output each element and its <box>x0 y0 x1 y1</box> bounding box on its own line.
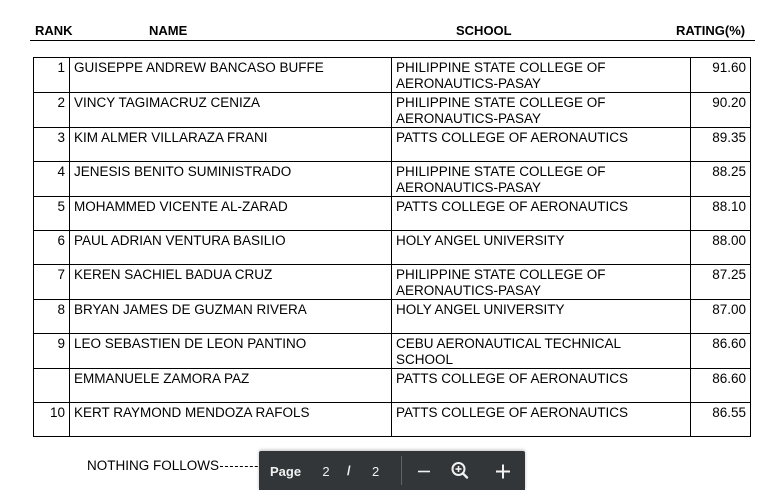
school-cell <box>392 369 691 403</box>
school-line: AERONAUTICS-PASAY <box>396 180 542 195</box>
rating-cell: 86.60 <box>691 334 751 369</box>
rank-cell: 7 <box>34 265 70 300</box>
school-line: HOLY ANGEL UNIVERSITY <box>396 233 565 248</box>
total-pages: 2 <box>372 464 380 479</box>
rating-cell: 88.00 <box>691 231 751 265</box>
school-cell <box>392 334 691 369</box>
minus-icon <box>409 456 439 486</box>
name-cell: LEO SEBASTIEN DE LEON PANTINO <box>70 334 392 369</box>
header-rank: RANK <box>35 23 73 38</box>
school-line: CEBU AERONAUTICAL TECHNICAL <box>396 336 622 351</box>
table-row <box>34 58 751 93</box>
page-separator: / <box>347 463 351 478</box>
school-cell <box>392 300 691 334</box>
school-line: SCHOOL <box>396 352 454 367</box>
rating-cell: 88.25 <box>691 162 751 197</box>
school-line: PATTS COLLEGE OF AERONAUTICS <box>396 405 629 420</box>
table-row <box>34 162 751 197</box>
rating-cell: 88.10 <box>691 197 751 231</box>
school-line: PATTS COLLEGE OF AERONAUTICS <box>396 130 629 145</box>
rating-cell: 87.00 <box>691 300 751 334</box>
school-cell <box>392 162 691 197</box>
rank-cell: 3 <box>34 128 70 162</box>
zoom-out-button[interactable] <box>409 456 439 486</box>
school-cell <box>392 128 691 162</box>
school-line: PHILIPPINE STATE COLLEGE OF <box>396 95 606 110</box>
table-row <box>34 300 751 334</box>
current-page-input[interactable]: 2 <box>322 464 330 479</box>
plus-icon <box>488 456 518 486</box>
toolbar-divider <box>401 456 402 485</box>
rank-cell <box>34 369 70 403</box>
zoom-in-button[interactable] <box>488 456 518 486</box>
rank-cell: 4 <box>34 162 70 197</box>
rank-cell: 2 <box>34 93 70 128</box>
name-cell: KIM ALMER VILLARAZA FRANI <box>70 128 392 162</box>
rank-cell: 1 <box>34 58 70 93</box>
name-cell: VINCY TAGIMACRUZ CENIZA <box>70 93 392 128</box>
table-row <box>34 369 751 403</box>
pdf-page-toolbar <box>259 451 525 490</box>
school-cell <box>392 93 691 128</box>
page-label: Page <box>270 464 302 479</box>
school-line: HOLY ANGEL UNIVERSITY <box>396 302 565 317</box>
school-line: PHILIPPINE STATE COLLEGE OF <box>396 60 606 75</box>
rank-cell: 10 <box>34 403 70 437</box>
table-row <box>34 265 751 300</box>
name-cell: GUISEPPE ANDREW BANCASO BUFFE <box>70 58 392 93</box>
rank-cell: 9 <box>34 334 70 369</box>
header-name: NAME <box>149 23 188 38</box>
rank-cell: 5 <box>34 197 70 231</box>
rating-cell: 91.60 <box>691 58 751 93</box>
school-line: PHILIPPINE STATE COLLEGE OF <box>396 164 606 179</box>
nothing-follows-text: NOTHING FOLLOWS <box>87 458 220 473</box>
rank-cell: 8 <box>34 300 70 334</box>
school-cell <box>392 231 691 265</box>
rating-cell: 87.25 <box>691 265 751 300</box>
rating-cell: 89.35 <box>691 128 751 162</box>
column-header-row <box>30 23 755 39</box>
ranking-table <box>33 57 751 437</box>
table-row <box>34 231 751 265</box>
school-line: AERONAUTICS-PASAY <box>396 111 542 126</box>
rating-cell: 86.55 <box>691 403 751 437</box>
school-line: PATTS COLLEGE OF AERONAUTICS <box>396 371 629 386</box>
table-row <box>34 197 751 231</box>
school-line: AERONAUTICS-PASAY <box>396 283 542 298</box>
header-underline <box>30 40 755 41</box>
header-school: SCHOOL <box>456 23 512 38</box>
rating-cell: 90.20 <box>691 93 751 128</box>
school-line: PHILIPPINE STATE COLLEGE OF <box>396 267 606 282</box>
name-cell: KEREN SACHIEL BADUA CRUZ <box>70 265 392 300</box>
zoom-magnifier-icon <box>445 456 475 486</box>
ranking-table-body <box>34 58 751 437</box>
name-cell: EMMANUELE ZAMORA PAZ <box>70 369 392 403</box>
name-cell: KERT RAYMOND MENDOZA RAFOLS <box>70 403 392 437</box>
zoom-fit-button[interactable] <box>445 456 475 486</box>
table-row <box>34 93 751 128</box>
name-cell: MOHAMMED VICENTE AL-ZARAD <box>70 197 392 231</box>
school-line: AERONAUTICS-PASAY <box>396 76 542 91</box>
school-cell <box>392 403 691 437</box>
table-row <box>34 403 751 437</box>
school-cell <box>392 58 691 93</box>
name-cell: PAUL ADRIAN VENTURA BASILIO <box>70 231 392 265</box>
table-row <box>34 334 751 369</box>
school-cell <box>392 197 691 231</box>
table-row <box>34 128 751 162</box>
rank-cell: 6 <box>34 231 70 265</box>
name-cell: JENESIS BENITO SUMINISTRADO <box>70 162 392 197</box>
school-line: PATTS COLLEGE OF AERONAUTICS <box>396 199 629 214</box>
rating-cell: 86.60 <box>691 369 751 403</box>
name-cell: BRYAN JAMES DE GUZMAN RIVERA <box>70 300 392 334</box>
header-rating: RATING(%) <box>676 23 746 38</box>
school-cell <box>392 265 691 300</box>
